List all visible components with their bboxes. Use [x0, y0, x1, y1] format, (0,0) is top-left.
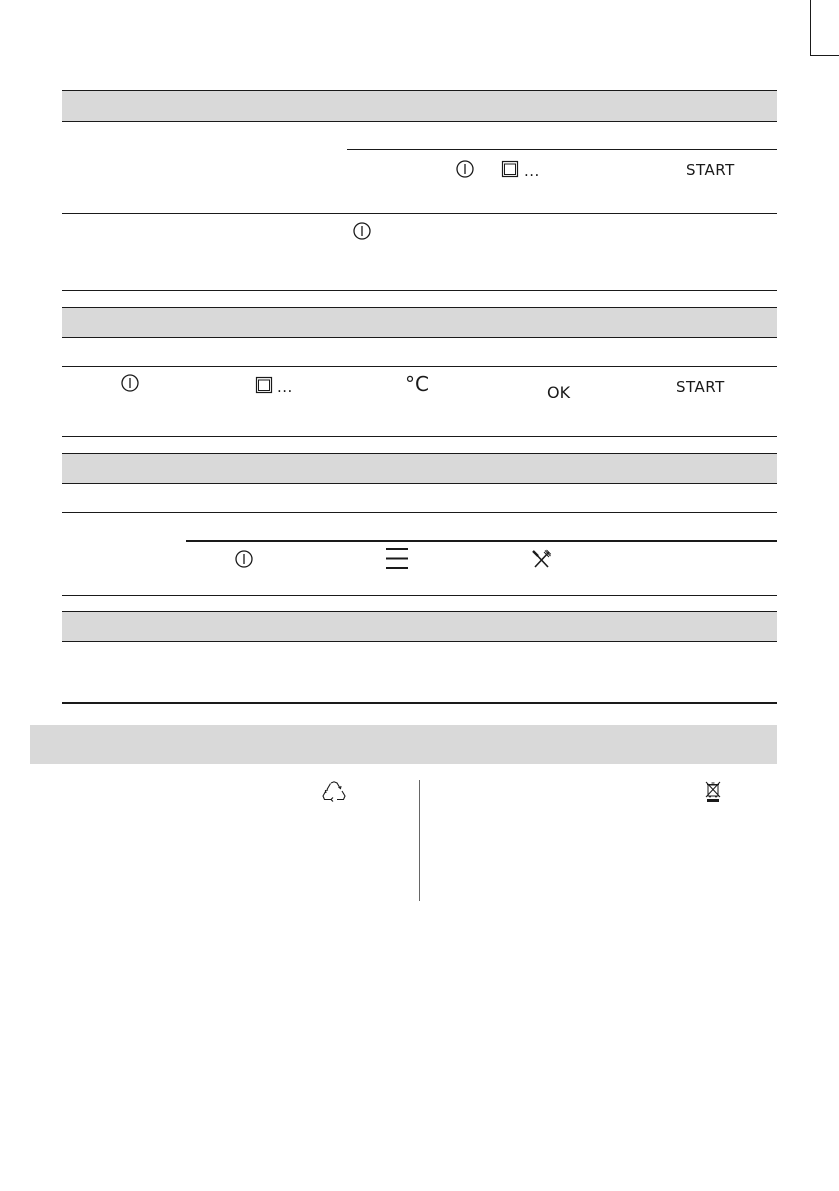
- oven-function-icon: [256, 377, 272, 393]
- oven-function-icon: [502, 161, 518, 177]
- divider: [62, 702, 777, 704]
- divider: [62, 595, 777, 596]
- ok-label: OK: [547, 383, 571, 402]
- divider: [62, 483, 777, 484]
- power-icon: [353, 222, 371, 240]
- power-icon: [456, 160, 474, 178]
- divider: [62, 611, 777, 612]
- temperature-icon: °C: [405, 372, 429, 396]
- crop-mark: [810, 0, 811, 55]
- divider: [62, 453, 777, 454]
- ellipsis-text: ...: [277, 378, 293, 396]
- table-header-band: [62, 307, 777, 337]
- section-heading-band: [30, 725, 777, 764]
- divider: [62, 366, 777, 367]
- divider: [347, 149, 777, 150]
- divider: [62, 90, 777, 91]
- cutlery-icon: [532, 550, 551, 569]
- recycling-icon: [322, 781, 346, 803]
- divider: [62, 641, 777, 642]
- power-icon: [121, 374, 139, 392]
- ellipsis-text: ...: [524, 162, 540, 180]
- column-divider: [419, 780, 420, 901]
- divider: [186, 540, 777, 542]
- power-icon: [235, 550, 253, 568]
- table-header-band: [62, 453, 777, 483]
- divider: [62, 121, 777, 122]
- divider: [62, 337, 777, 338]
- menu-icon: [386, 548, 408, 569]
- table-header-band: [62, 611, 777, 641]
- divider: [62, 307, 777, 308]
- divider: [62, 436, 777, 437]
- crop-mark: [810, 55, 839, 56]
- crossed-bin-icon: [705, 781, 721, 803]
- divider: [62, 213, 777, 214]
- start-label: START: [676, 378, 725, 396]
- divider: [62, 290, 777, 291]
- start-label: START: [686, 161, 735, 179]
- divider: [62, 512, 777, 513]
- table-header-band: [62, 90, 777, 121]
